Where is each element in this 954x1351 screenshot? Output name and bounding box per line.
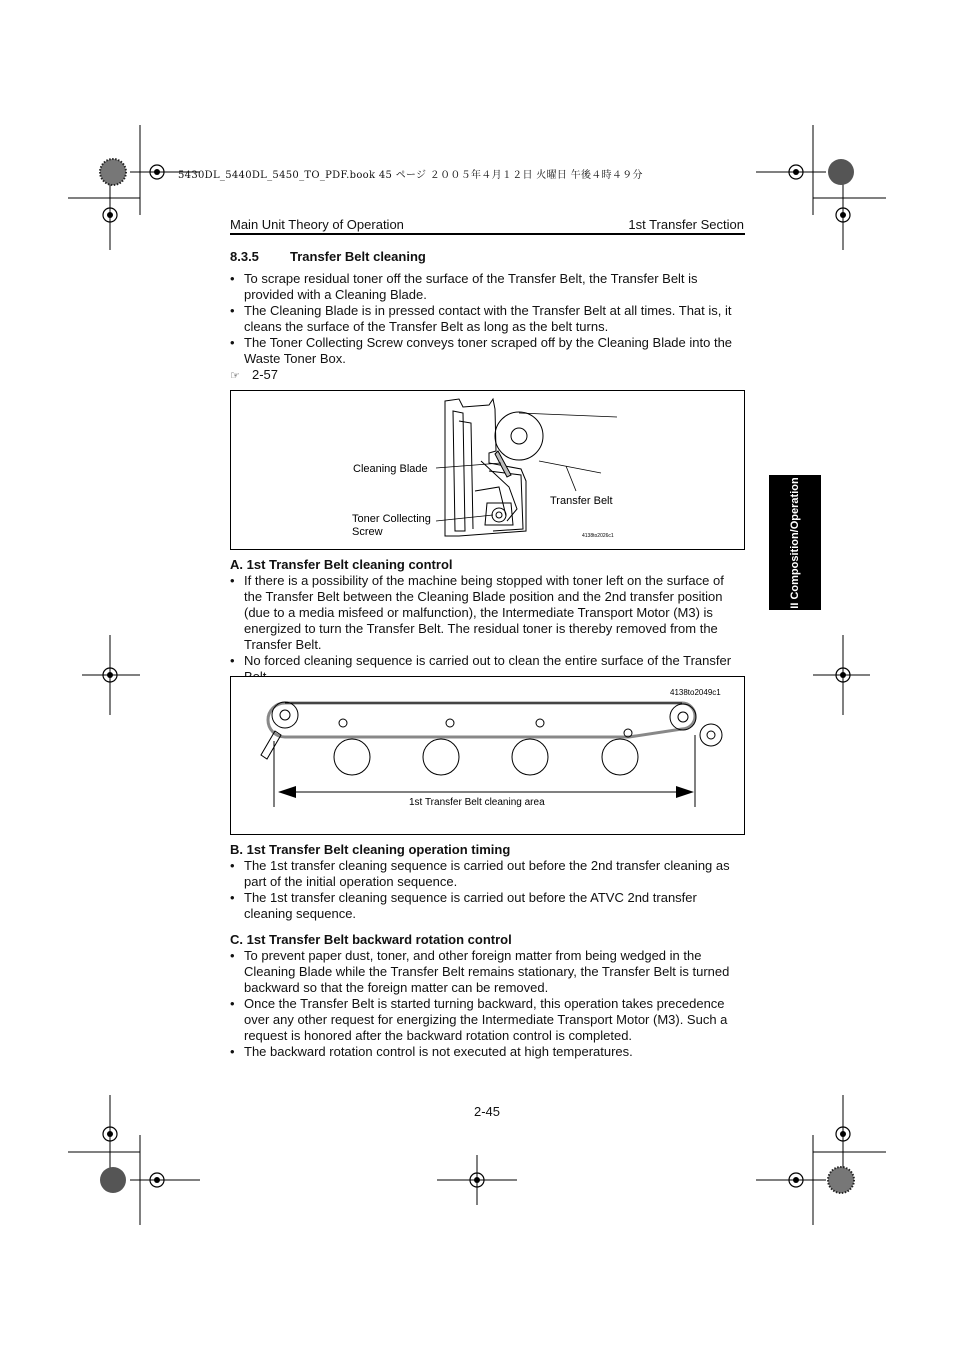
list-item: • Once the Transfer Belt is started turning backward, this operation takes precedence over any other request for energizing the Intermediate Transport Motor (M3). Such a request is honored after the backward rotation control is completed.: [230, 996, 745, 1044]
section-title: Transfer Belt cleaning: [290, 249, 426, 264]
label-transfer-belt: Transfer Belt: [550, 495, 613, 507]
label-toner-screw-2: Screw: [352, 526, 383, 538]
list-item: • The Cleaning Blade is in pressed contact with the Transfer Belt at all times. That is, it cleans the surface of the Transfer Belt as long as the belt turns.: [230, 303, 745, 335]
list-item: • To scrape residual toner off the surface of the Transfer Belt, the Transfer Belt is provided with a Cleaning Blade.: [230, 271, 745, 303]
subsection-a-title: A. 1st Transfer Belt cleaning control: [230, 557, 453, 572]
figure-belt-cleaning-area: [230, 676, 745, 835]
cleaning-area-label: 1st Transfer Belt cleaning area: [409, 797, 545, 808]
subsection-a: [230, 557, 745, 685]
list-item: • If there is a possibility of the machine being stopped with toner left on the surface of the Transfer Belt between the Cleaning Blade position and the 2nd transfer position (due to a media misfeed or malfunction), the Intermediate Transport Motor (M3) is energized to turn the Transfer Belt. The residual toner is thereby removed from the Transfer Belt.: [230, 573, 745, 653]
list-item: • The Toner Collecting Screw conveys toner scraped off by the Cleaning Blade into the Waste Toner Box.: [230, 335, 745, 367]
page-reference: [230, 367, 278, 382]
belt-diagram: [231, 677, 744, 834]
chapter-side-tab: [769, 475, 821, 610]
section-heading: [230, 249, 426, 264]
subsection-c-title: C. 1st Transfer Belt backward rotation control: [230, 932, 512, 947]
section-number: 8.3.5: [230, 249, 259, 264]
list-item: • The 1st transfer cleaning sequence is carried out before the ATVC 2nd transfer cleaning sequence.: [230, 890, 745, 922]
cleaning-mechanism-diagram: [231, 391, 744, 549]
page-number: 2-45: [474, 1104, 501, 1119]
intro-bullets: [230, 271, 745, 367]
subsection-b: [230, 842, 745, 922]
running-header-left: Main Unit Theory of Operation: [230, 217, 404, 232]
figure-code: 4138to2049c1: [670, 688, 721, 697]
reference-link[interactable]: 2-57: [252, 367, 279, 382]
book-file-line: 5430DL_5440DL_5450_TO_PDF.book 45 ページ ２００５年４月１２日 火曜日 午後４時４９分: [178, 170, 643, 181]
header-rule: [230, 233, 745, 235]
label-cleaning-blade: Cleaning Blade: [353, 463, 428, 475]
chapter-tab-label: II Composition/Operation: [789, 476, 801, 609]
list-item: • No forced cleaning sequence is carried out to clean the entire surface of the Transfer: [230, 653, 745, 685]
figure-code: 4138to2026c1: [582, 533, 614, 539]
subsection-c: [230, 932, 745, 1060]
figure-cleaning-blade: [230, 390, 745, 550]
list-item: • To prevent paper dust, toner, and other foreign matter from being wedged in the Cleaning Blade while the Transfer Belt remains stationary, the Transfer Belt is turned backward so that the foreign matter can be removed.: [230, 948, 745, 996]
running-header-right: 1st Transfer Section: [628, 217, 744, 232]
label-toner-screw-1: Toner Collecting: [352, 513, 431, 525]
subsection-b-title: B. 1st Transfer Belt cleaning operation timing: [230, 842, 511, 857]
pointing-hand-icon: ☞: [230, 369, 240, 382]
list-item: • The backward rotation control is not executed at high temperatures.: [230, 1044, 745, 1060]
list-item: • The 1st transfer cleaning sequence is carried out before the 2nd transfer cleaning as part of the initial operation sequence.: [230, 858, 745, 890]
